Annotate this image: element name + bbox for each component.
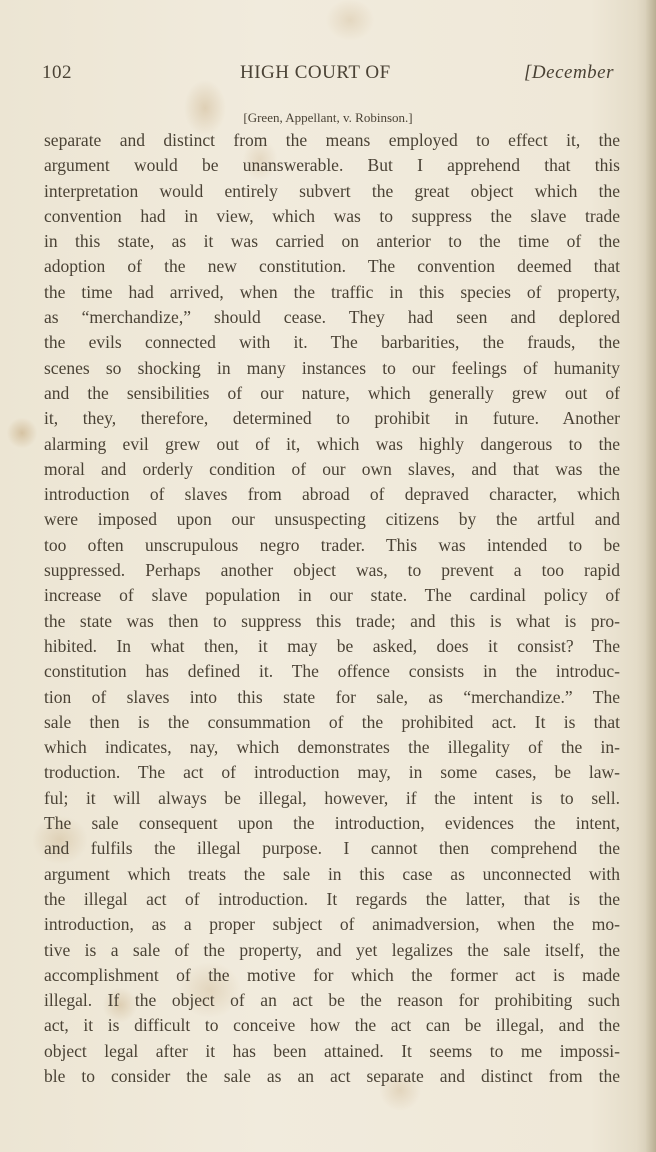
text-line: it, they, therefore, determined to prohibit in future. Another (44, 408, 620, 429)
text-line: hibited. In what then, it may be asked, does it consist? The (44, 635, 620, 656)
text-line: argument would be unanswerable. But I apprehend that this (44, 155, 620, 176)
text-line: argument which treats the sale in this case as unconnected with (44, 863, 620, 884)
text-line: accomplishment of the motive for which the former act is made (44, 964, 620, 985)
text-line: scenes so shocking in many instances to our feelings of humanity (44, 357, 620, 378)
text-line: act, it is difficult to conceive how the act can be illegal, and the (44, 1015, 620, 1036)
page-edge (646, 0, 656, 1152)
text-line: tive is a sale of the property, and yet legalizes the sale itself, the (44, 939, 620, 960)
text-line: sale then is the consummation of the prohibited act. It is that (44, 711, 620, 732)
text-line: separate and distinct from the means employed to effect it, the (44, 130, 620, 150)
text-line: the evils connected with it. The barbarities, the frauds, the (44, 332, 620, 353)
text-line: introduction, as a proper subject of animadversion, when the mo- (44, 914, 620, 935)
text-line: interpretation would entirely subvert the great object which the (44, 180, 620, 201)
text-line: as “merchandize,” should cease. They had seen and deplored (44, 307, 620, 328)
text-line: the illegal act of introduction. It regards the latter, that is the (44, 888, 620, 909)
text-line: troduction. The act of introduction may, in some cases, be law- (44, 762, 620, 783)
text-line: constitution has defined it. The offence consists in the introduc- (44, 661, 620, 682)
text-line: tion of slaves into this state for sale, as “merchandize.” The (44, 686, 620, 707)
running-month: [December (524, 62, 614, 83)
text-line: and fulfils the illegal purpose. I cannot then comprehend the (44, 838, 620, 859)
running-title: HIGH COURT OF (240, 62, 391, 83)
text-line: convention had in view, which was to suppress the slave trade (44, 205, 620, 226)
text-line: ble to consider the sale as an act separate and distinct from the (44, 1065, 620, 1086)
text-line: the state was then to suppress this trade; and this is what is pro- (44, 610, 620, 631)
text-line: ful; it will always be illegal, however, if the intent is to sell. (44, 787, 620, 808)
page-number: 102 (42, 62, 72, 83)
text-line: suppressed. Perhaps another object was, to prevent a too rapid (44, 560, 620, 581)
text-line: increase of slave population in our state. The cardinal policy of (44, 585, 620, 606)
body-text (44, 128, 620, 1089)
text-line: object legal after it has been attained. It seems to me impossi- (44, 1040, 620, 1061)
text-line: were imposed upon our unsuspecting citizens by the artful and (44, 509, 620, 530)
text-line: The sale consequent upon the introduction, evidences the intent, (44, 813, 620, 834)
text-line: adoption of the new constitution. The convention deemed that (44, 256, 620, 277)
text-line: and the sensibilities of our nature, which generally grew out of (44, 382, 620, 403)
case-caption: [Green, Appellant, v. Robinson.] (243, 110, 413, 125)
text-line: introduction of slaves from abroad of depraved character, which (44, 484, 620, 505)
text-line: alarming evil grew out of it, which was highly dangerous to the (44, 433, 620, 454)
text-line: moral and orderly condition of our own slaves, and that was the (44, 458, 620, 479)
text-line: in this state, as it was carried on anterior to the time of the (44, 231, 620, 252)
text-line: which indicates, nay, which demonstrates the illegality of the in- (44, 737, 620, 758)
text-line: illegal. If the object of an act be the reason for prohibiting such (44, 990, 620, 1011)
text-line: too often unscrupulous negro trader. This was intended to be (44, 534, 620, 555)
text-line: the time had arrived, when the traffic in this species of property, (44, 281, 620, 302)
